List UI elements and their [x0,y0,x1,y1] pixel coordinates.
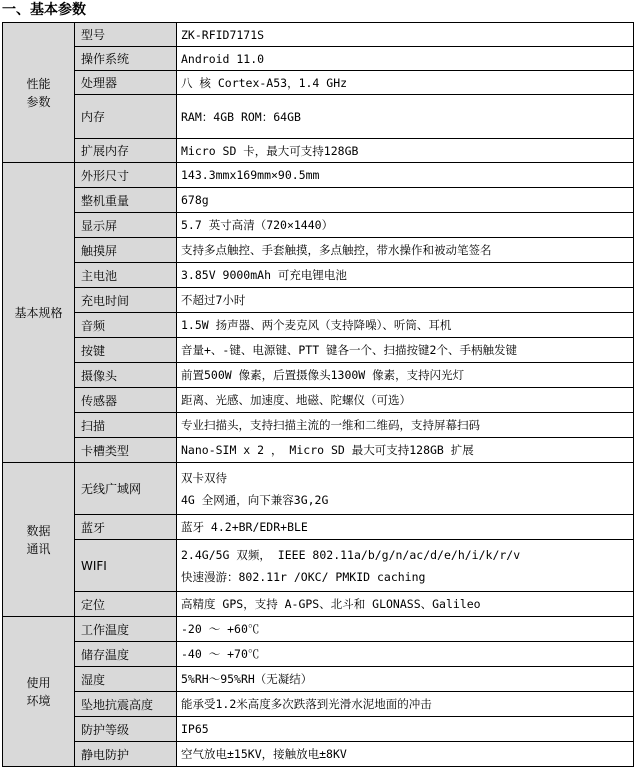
spec-row [3,363,634,388]
spec-row [3,95,634,139]
spec-value-line: 2.4G/5G 双频， IEEE 802.11a/b/g/n/ac/d/e/h/i/k/r/v [181,547,521,562]
spec-row [3,540,634,592]
spec-row [3,23,634,47]
spec-row [3,213,634,238]
spec-row [3,592,634,617]
category-cell [3,23,75,163]
spec-value [177,692,634,717]
spec-label: 湿度 [75,667,177,692]
spec-table [2,22,634,767]
spec-label: 坠地抗震高度 [75,692,177,717]
spec-row [3,288,634,313]
spec-value [177,617,634,642]
spec-row [3,188,634,213]
spec-value-line: Nano-SIM x 2 ， Micro SD 最大可支持128GB 扩展 [181,443,474,457]
category-label: 使用 环境 [26,675,51,708]
spec-row [3,388,634,413]
spec-value [177,263,634,288]
spec-label: 蓝牙 [75,515,177,540]
spec-value-line: Micro SD 卡，最大可支持128GB [181,143,359,158]
spec-label: 主电池 [75,263,177,288]
spec-row [3,667,634,692]
spec-label: 静电防护 [75,742,177,767]
spec-value [177,667,634,692]
spec-value-line: -20 ～ +60℃ [181,622,260,636]
spec-value [177,592,634,617]
spec-row [3,742,634,767]
spec-value [177,515,634,540]
spec-row [3,463,634,515]
spec-row [3,47,634,71]
spec-value [177,139,634,163]
spec-value [177,540,634,592]
spec-row [3,263,634,288]
category-label: 基本规格 [14,305,63,320]
spec-value-line: 八 核 Cortex-A53，1.4 GHz [181,75,348,90]
spec-value [177,47,634,71]
spec-value-line: RAM：4GB ROM：64GB [181,109,301,124]
spec-label: 扩展内存 [75,139,177,163]
spec-label: 卡槽类型 [75,438,177,463]
spec-label: 处理器 [75,71,177,95]
spec-label: 传感器 [75,388,177,413]
spec-label: 储存温度 [75,642,177,667]
spec-value-line: 距离、光感、加速度、地磁、陀螺仪（可选） [181,393,411,407]
spec-value-line: 678g [181,193,209,207]
spec-value [177,438,634,463]
spec-label: 充电时间 [75,288,177,313]
spec-value-line: 前置500W 像素，后置摄像头1300W 像素，支持闪光灯 [181,368,465,382]
spec-value-line: ZK-RFID7171S [181,27,265,42]
spec-value-line: 专业扫描头，支持扫描主流的一维和二维码，支持屏幕扫码 [181,418,480,432]
spec-value [177,71,634,95]
spec-label: 无线广域网 [75,463,177,515]
spec-label: 按键 [75,338,177,363]
spec-value [177,163,634,188]
spec-value-line: 4G 全网通，向下兼容3G,2G [181,492,329,507]
spec-row [3,438,634,463]
spec-value-line: -40 ～ +70℃ [181,647,260,661]
spec-value [177,717,634,742]
category-label: 数据 通讯 [26,523,51,556]
spec-value [177,288,634,313]
spec-row [3,617,634,642]
spec-label: 工作温度 [75,617,177,642]
spec-value-line: 143.3mmx169mm×90.5mm [181,168,320,182]
category-cell [3,463,75,617]
spec-row [3,238,634,263]
spec-row [3,717,634,742]
spec-value [177,213,634,238]
category-cell [3,617,75,767]
spec-label: 定位 [75,592,177,617]
spec-row [3,139,634,163]
spec-row [3,71,634,95]
category-cell [3,163,75,463]
spec-value [177,238,634,263]
spec-label: 音频 [75,313,177,338]
spec-value [177,23,634,47]
spec-value-line: 1.5W 扬声器、两个麦克风（支持降噪）、听筒、耳机 [181,318,452,332]
spec-value-line: 音量+、-键、电源键、PTT 键各一个、扫描按键2个、手柄触发键 [181,343,517,357]
spec-label: 操作系统 [75,47,177,71]
spec-row [3,338,634,363]
spec-value [177,413,634,438]
spec-row [3,692,634,717]
spec-row [3,163,634,188]
spec-value-line: 5.7 英寸高清（720×1440） [181,218,334,232]
spec-value [177,363,634,388]
spec-row [3,413,634,438]
spec-label: WIFI [75,540,177,592]
spec-label: 整机重量 [75,188,177,213]
spec-value-line: 不超过7小时 [181,293,246,307]
spec-value-line: 高精度 GPS，支持 A-GPS、北斗和 GLONASS、Galileo [181,597,481,611]
spec-value-line: 快速漫游：802.11r /OKC/ PMKID caching [181,569,426,584]
spec-label: 外形尺寸 [75,163,177,188]
spec-value-line: IP65 [181,722,209,736]
spec-value-line: 支持多点触控、手套触摸，多点触控，带水操作和被动笔签名 [181,243,492,257]
spec-value [177,95,634,139]
section-heading: 一、基本参数 [2,2,86,18]
spec-value-line: 双卡双待 [181,470,227,485]
spec-value-line: 3.85V 9000mAh 可充电锂电池 [181,268,347,282]
spec-label: 显示屏 [75,213,177,238]
spec-label: 内存 [75,95,177,139]
spec-label: 扫描 [75,413,177,438]
spec-value [177,642,634,667]
spec-label: 防护等级 [75,717,177,742]
spec-value [177,742,634,767]
spec-row [3,515,634,540]
spec-label: 触摸屏 [75,238,177,263]
spec-label: 型号 [75,23,177,47]
spec-value [177,188,634,213]
spec-label: 摄像头 [75,363,177,388]
spec-value [177,338,634,363]
spec-value-line: 5%RH～95%RH（无凝结） [181,672,313,686]
spec-row [3,642,634,667]
spec-value-line: Android 11.0 [181,51,265,66]
spec-value-line: 蓝牙 4.2+BR/EDR+BLE [181,520,308,534]
spec-value [177,313,634,338]
spec-value [177,388,634,413]
spec-row [3,313,634,338]
spec-value [177,463,634,515]
spec-value-line: 空气放电±15KV，接触放电±8KV [181,747,347,761]
spec-value-line: 能承受1.2米高度多次跌落到光滑水泥地面的冲击 [181,697,432,711]
category-label: 性能 参数 [26,76,51,109]
